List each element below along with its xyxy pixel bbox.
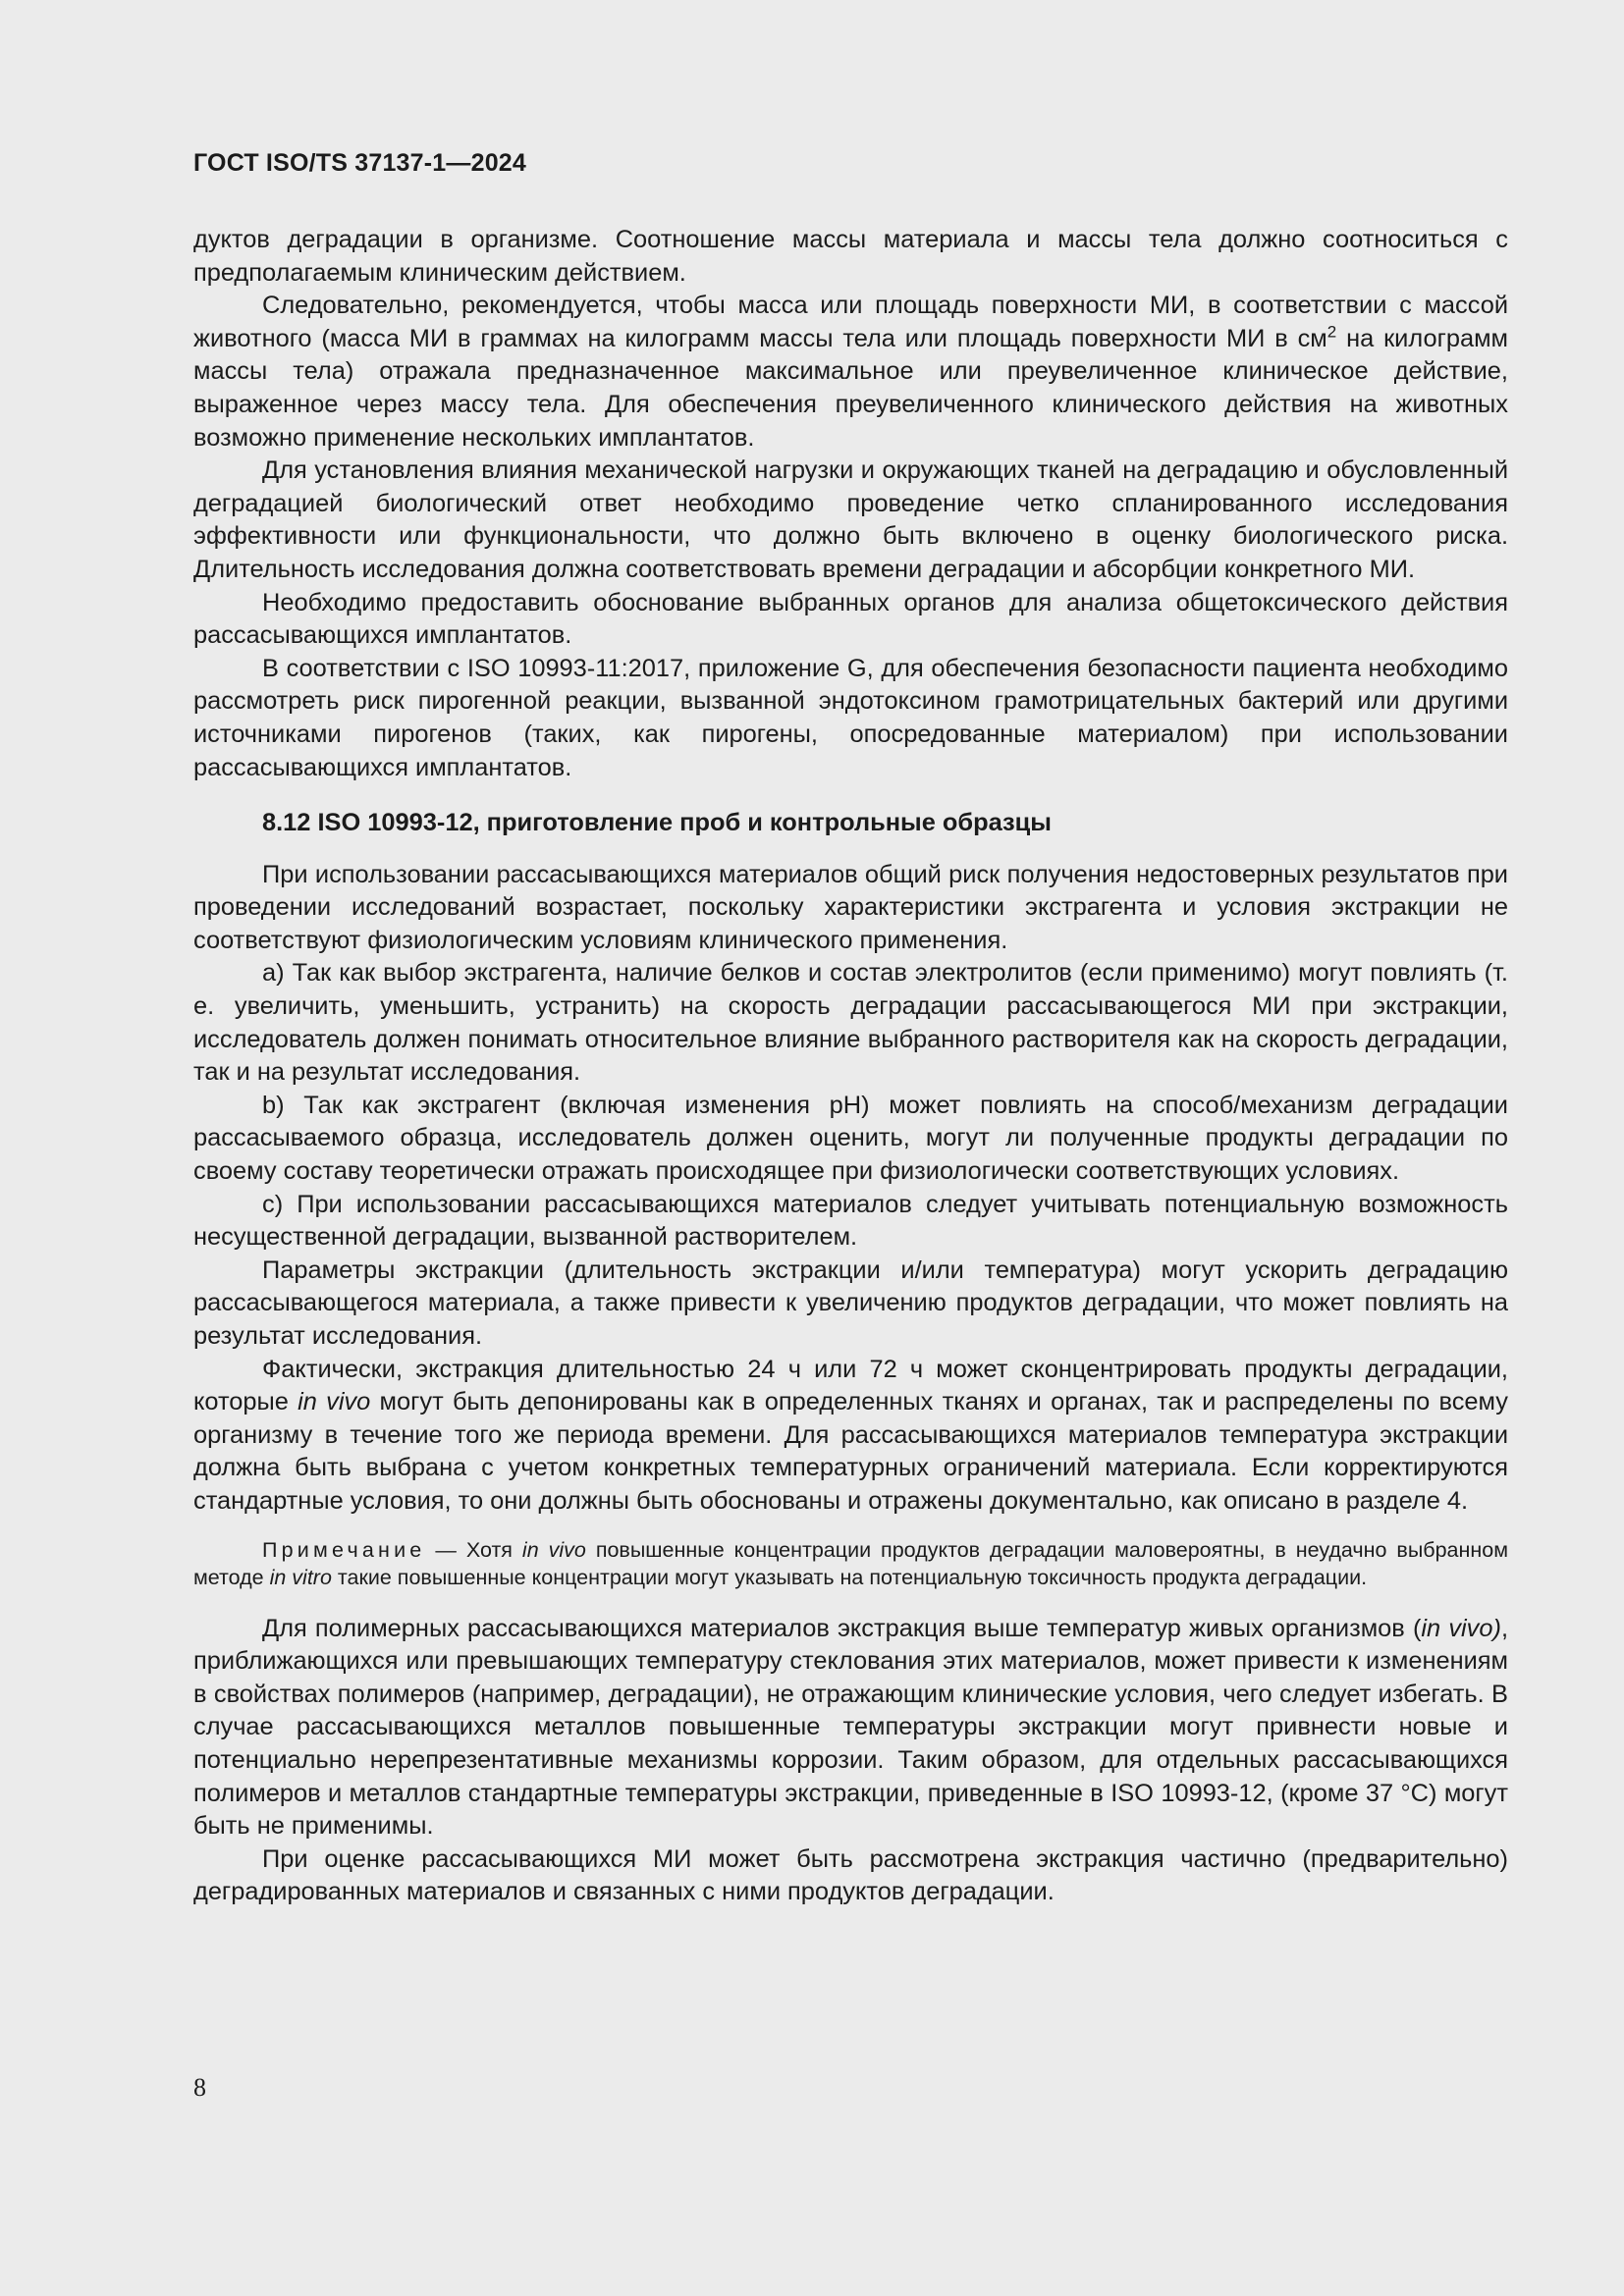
- document-body: [193, 224, 1508, 1909]
- paragraph: дуктов деградации в организме. Соотношение массы материала и массы тела должно соотноситься с предполагаемым клиническим действием.: [193, 226, 1508, 287]
- paragraph: Необходимо предоставить обоснование выбранных органов для анализа общетоксического действия рассасывающихся имплантатов.: [193, 588, 1508, 650]
- section-heading: 8.12 ISO 10993-12, приготовление проб и контрольные образцы: [262, 809, 1052, 837]
- note: [193, 1536, 1508, 1591]
- superscript: 2: [1326, 322, 1337, 342]
- paragraph-text: , приближающихся или превышающих температуру стеклования этих материалов, может привести к изменениям в свойствах полимеров (например, деградации), не отражающим клинические условия, чего следует избегать. В случае рассасывающихся металлов повышенные температуры экстракции могут привнести новые и потенциально нерепрезентативные механизмы коррозии. Таким образом, для отдельных рассасывающихся полимеров и металлов стандартные температуры экстракции, приведенные в ISO 10993-12, (кроме 37 °C) могут быть не применимы.: [193, 1614, 1508, 1841]
- paragraph: [193, 1613, 1508, 1843]
- note-text: такие повышенные концентрации могут указывать на потенциальную токсичность продукта деградации.: [331, 1565, 1368, 1589]
- paragraph: В соответствии с ISO 10993-11:2017, приложение G, для обеспечения безопасности пациента необходимо рассмотреть риск пирогенной реакции, вызванной эндотоксином грамотрицательных бактерий или другими источниками пирогенов (таких, как пирогены, опосредованные материалом) при использовании рассасывающихся имплантатов.: [193, 654, 1508, 781]
- paragraph-text: Для полимерных рассасывающихся материалов экстракция выше температур живых организмов (: [262, 1614, 1422, 1642]
- italic-term: in vivo: [521, 1537, 586, 1562]
- paragraph: Для установления влияния механической нагрузки и окружающих тканей на деградацию и обусловленный деградацией биологический ответ необходимо проведение четко спланированного исследования эффективности или функциональности, что должно быть включено в оценку биологического риска. Длительность исследования должна соответствовать времени деградации и абсорбции конкретного МИ.: [193, 456, 1508, 583]
- note-label: Примечание: [262, 1537, 426, 1562]
- paragraph: При использовании рассасывающихся материалов общий риск получения недостоверных результатов при проведении исследований возрастает, поскольку характеристики экстрагента и условия экстракции не соответствуют физиологическим условиям клинического применения.: [193, 860, 1508, 954]
- italic-term: in vivo): [1421, 1614, 1501, 1642]
- paragraph: [193, 290, 1508, 454]
- note-text: — Хотя: [425, 1537, 522, 1562]
- italic-term: in vivo: [298, 1388, 371, 1416]
- paragraph-text: Фактически, экстракция длительностью 24 ч или 72 ч может сконцентрировать продукты деградации, которые: [193, 1355, 1508, 1416]
- paragraph: [193, 1354, 1508, 1519]
- document-header: ГОСТ ISO/TS 37137-1—2024: [193, 149, 527, 177]
- note-text: повышенные концентрации продуктов деградации маловероятны, в неудачно выбранном методе: [193, 1537, 1508, 1589]
- list-item: c) При использовании рассасывающихся материалов следует учитывать потенциальную возможность несущественной деградации, вызванной растворителем.: [193, 1190, 1508, 1252]
- paragraph-text: могут быть депонированы как в определенных тканях и органах, так и распределены по всему организму в течение того же периода времени. Для рассасывающихся материалов температура экстракции должна быть выбрана с учетом конкретных температурных ограничений материала. Если корректируются стандартные условия, то они должны быть обоснованы и отражены документально, как описано в разделе 4.: [193, 1388, 1508, 1515]
- page-number: 8: [193, 2073, 206, 2102]
- paragraph: При оценке рассасывающихся МИ может быть рассмотрена экстракция частично (предварительно) деградированных материалов и связанных с ними продуктов деградации.: [193, 1844, 1508, 1906]
- paragraph-text: на килограмм массы тела) отражала предназначенное максимальное или преувеличенное клиническое действие, выраженное через массу тела. Для обеспечения преувеличенного клинического действия на животных возможно применение нескольких имплантатов.: [193, 324, 1508, 452]
- paragraph: Параметры экстракции (длительность экстракции и/или температура) могут ускорить деградацию рассасывающегося материала, а также привести к увеличению продуктов деградации, что может повлиять на результат исследования.: [193, 1255, 1508, 1350]
- paragraph-text: Следовательно, рекомендуется, чтобы масса или площадь поверхности МИ, в соответствии с массой животного (масса МИ в граммах на килограмм массы тела или площадь поверхности МИ в см: [193, 292, 1508, 352]
- list-item: a) Так как выбор экстрагента, наличие белков и состав электролитов (если применимо) могут повлиять (т. е. увеличить, уменьшить, устранить) на скорость деградации рассасывающегося МИ при экстракции, исследователь должен понимать относительное влияние выбранного растворителя как на скорость деградации, так и на результат исследования.: [193, 959, 1508, 1087]
- list-item: b) Так как экстрагент (включая изменения pH) может повлиять на способ/механизм деградации рассасываемого образца, исследователь должен оценить, могут ли полученные продукты деградации по своему составу теоретически отражать происходящее при физиологически соответствующих условиях.: [193, 1091, 1508, 1186]
- italic-term: in vitro: [269, 1565, 332, 1589]
